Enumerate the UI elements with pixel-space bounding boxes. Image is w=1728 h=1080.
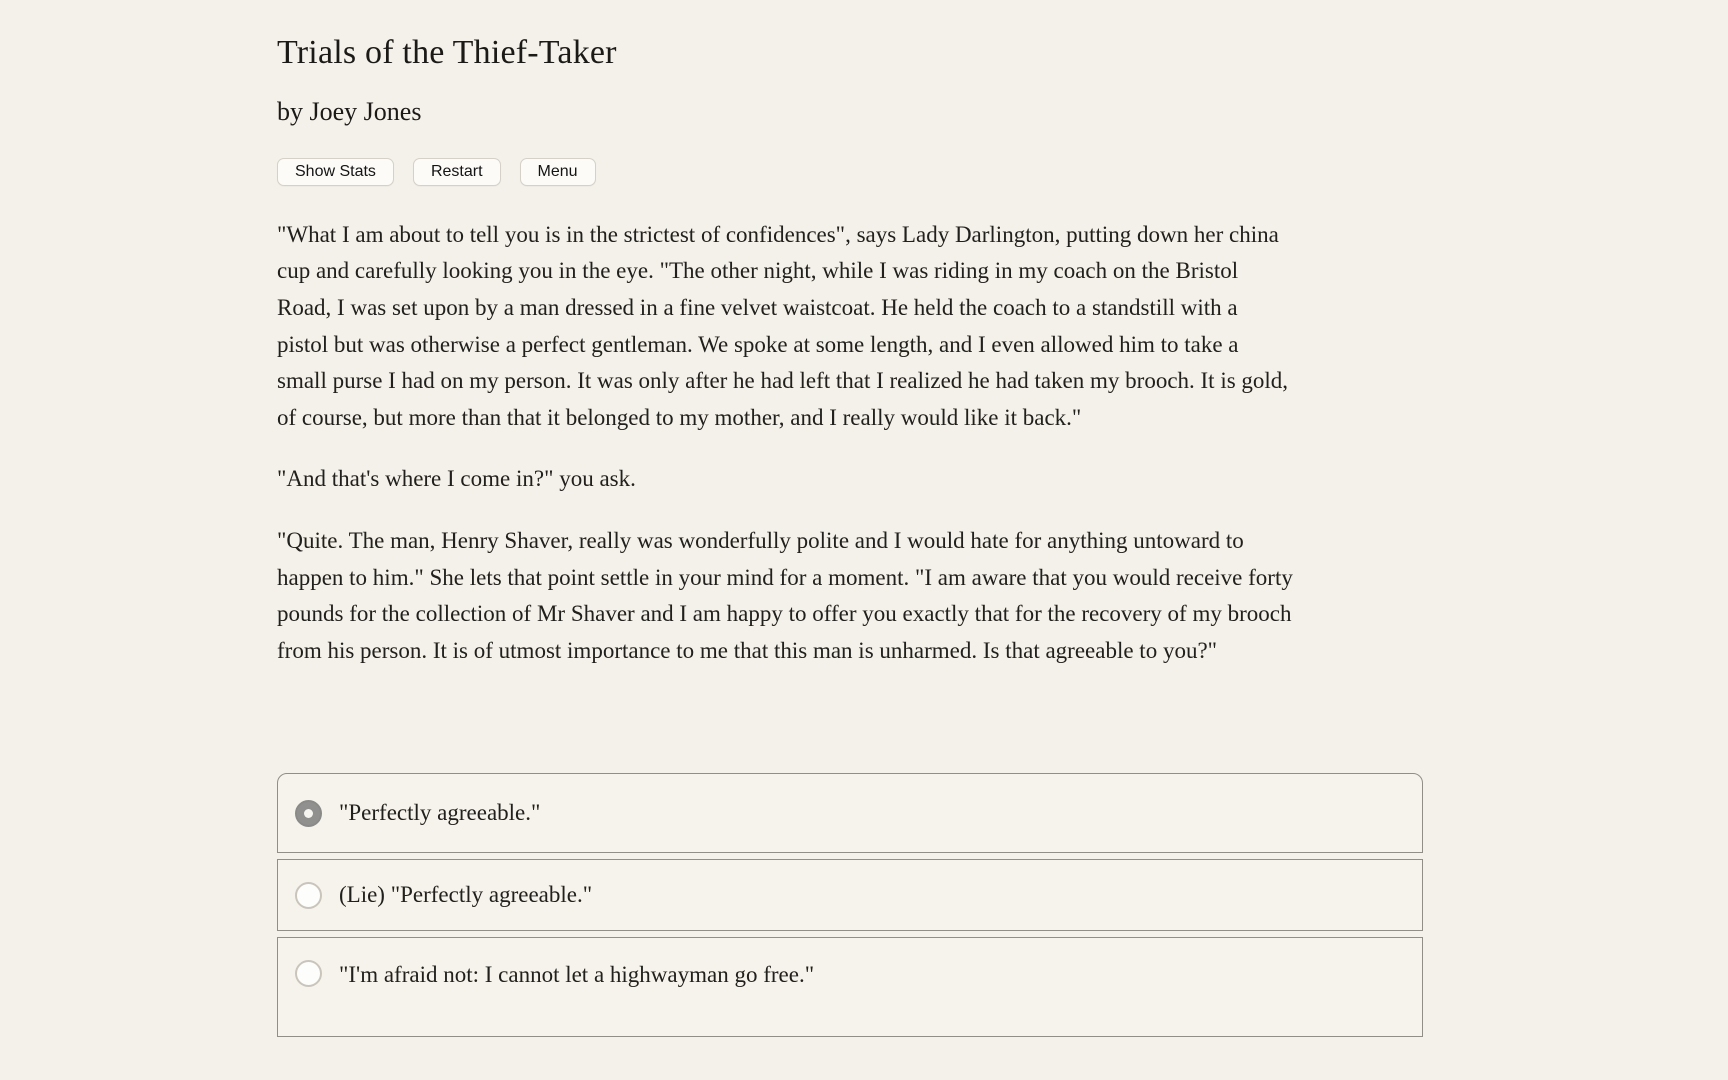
choice-label[interactable]: "I'm afraid not: I cannot let a highwayman go free." <box>339 962 815 988</box>
radio-selected-icon[interactable] <box>295 800 322 827</box>
menu-button[interactable]: Menu <box>520 158 596 186</box>
choice-list <box>277 773 1423 1037</box>
choice-row[interactable] <box>277 937 1423 1037</box>
story-paragraph: "What I am about to tell you is in the strictest of confidences", says Lady Darlington, putting down her china cup and carefully looking you in the eye. "The other night, while I was riding in my coach on the Bristol Road, I was set upon by a man dressed in a fine velvet waistcoat. He held the coach to a standstill with a pistol but was otherwise a perfect gentleman. We spoke at some length, and I even allowed him to take a small purse I had on my person. It was only after he had left that I realized he had taken my brooch. It is gold, of course, but more than that it belonged to my mother, and I really would like it back." <box>277 221 1289 430</box>
game-title: Trials of the Thief-Taker <box>277 34 617 71</box>
show-stats-button[interactable]: Show Stats <box>277 158 394 186</box>
restart-button[interactable]: Restart <box>413 158 501 186</box>
choice-row[interactable] <box>277 773 1423 853</box>
choice-row[interactable] <box>277 859 1423 931</box>
choice-label[interactable]: "Perfectly agreeable." <box>339 800 541 826</box>
story-paragraph: "And that's where I come in?" you ask. <box>277 466 636 492</box>
game-byline: by Joey Jones <box>277 97 422 126</box>
radio-unselected-icon[interactable] <box>295 960 322 987</box>
radio-unselected-icon[interactable] <box>295 882 322 909</box>
story-text <box>277 217 1460 670</box>
toolbar <box>277 158 1460 186</box>
story-paragraph: "Quite. The man, Henry Shaver, really was wonderfully polite and I would hate for anything untoward to happen to him." She lets that point settle in your mind for a moment. "I am aware that you would receive forty pounds for the collection of Mr Shaver and I am happy to offer you exactly that for the recovery of my brooch from his person. It is of utmost importance to me that this man is unharmed. Is that agreeable to you?" <box>277 528 1293 663</box>
choice-label[interactable]: (Lie) "Perfectly agreeable." <box>339 882 593 908</box>
